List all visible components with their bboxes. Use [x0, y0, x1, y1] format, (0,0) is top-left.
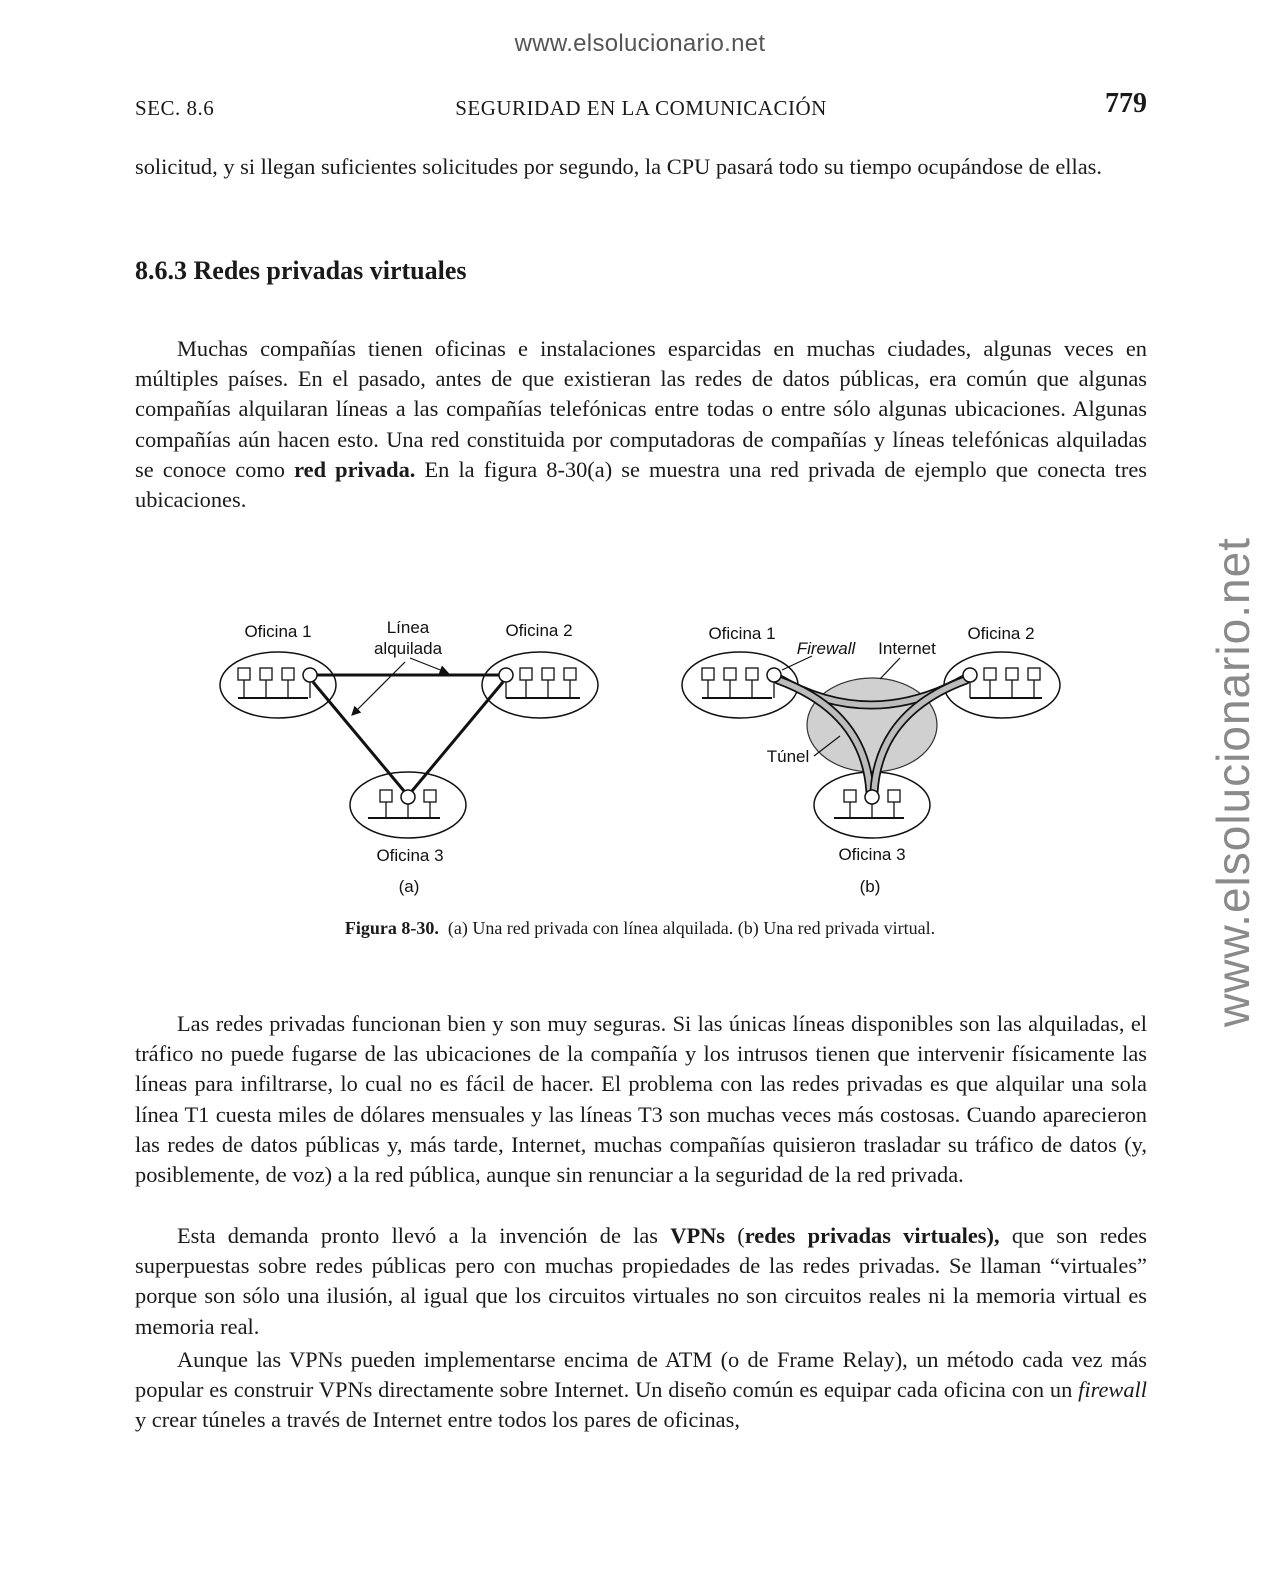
p3-paren-open: ( [725, 1223, 745, 1248]
label-part-b: (b) [859, 877, 881, 896]
page-number: 779 [1105, 88, 1147, 119]
paragraph-private-networks [135, 334, 1147, 515]
label-leased-line-1: Línea [386, 618, 430, 637]
watermark-top: www.elsolucionario.net [514, 30, 766, 57]
label-internet: Internet [878, 639, 936, 658]
p3-text-after: que son redes superpuestas sobre redes públicas pero con muchas propiedades de las redes privadas. Se llaman “virtuales” porque son sólo una ilusión, al igual que los circuitos virtuales no son circuitos reales ni la memoria virtual es memoria real. [135, 1223, 1148, 1339]
label-office1-b: Oficina 1 [708, 624, 776, 643]
running-title: SEGURIDAD EN LA COMUNICACIÓN [455, 96, 827, 120]
label-office2-a: Oficina 2 [505, 621, 573, 640]
figure-8-30 [200, 600, 1080, 920]
office-1-a [220, 652, 336, 718]
label-leased-line-2: alquilada [373, 639, 443, 658]
paragraph-vpn-definition [135, 1221, 1147, 1342]
watermark-side: www.elsolucionario.net [1207, 537, 1259, 1027]
running-head [135, 88, 1147, 124]
pointer-firewall [782, 656, 812, 670]
firewall-office1 [767, 668, 781, 682]
diagram-b [682, 624, 1060, 896]
p3-term-vpns: VPNs [670, 1223, 726, 1248]
diagram-a [220, 618, 598, 896]
p4-text-after: y crear túneles a través de Internet entre todos los pares de oficinas, [135, 1407, 740, 1433]
p3-term-redes-privadas-virtuales: redes privadas virtuales [744, 1223, 987, 1248]
p3-text-before: Esta demanda pronto llevó a la invención de las [177, 1223, 671, 1248]
office-3-a [350, 772, 466, 838]
label-office2-b: Oficina 2 [967, 624, 1035, 643]
label-office3-b: Oficina 3 [838, 845, 906, 864]
label-part-a: (a) [398, 877, 420, 896]
internet-cloud [807, 678, 937, 772]
figure-diagram [200, 600, 1080, 920]
firewall-office2 [963, 668, 977, 682]
label-office3-a: Oficina 3 [376, 846, 444, 865]
p4-text-before: Aunque las VPNs pueden implementarse encima de ATM (o de Frame Relay), un método cada vez más popular es construir VPNs directamente sobre Internet. Un diseño común es equipar cada oficina con un [135, 1347, 1147, 1403]
paragraph-vpn-over-internet [135, 1345, 1147, 1436]
caption-figure-number: Figura 8-30. [344, 918, 439, 938]
continued-paragraph: solicitud, y si llegan suficientes solicitudes por segundo, la CPU pasará todo su tiempo ocupándose de ellas. [135, 154, 1102, 179]
p1-text-before: Muchas compañías tienen oficinas e instalaciones esparcidas en muchas ciudades, algunas veces en múltiples países. En el pasado, antes de que existieran las redes de datos públicas, era común que algunas compañías alquilaran líneas a las compañías telefónicas entre todas o entre sólo algunas ubicaciones. Algunas compañías aún hacen esto. Una red constituida por computadoras de compañías y líneas telefónicas alquiladas se conoce como [135, 336, 1147, 482]
caption-text: (a) Una red privada con línea alquilada. (b) Una red privada virtual. [447, 918, 936, 938]
firewall-office3 [865, 790, 879, 804]
p4-term-firewall: firewall [1078, 1377, 1147, 1403]
label-tunnel: Túnel [766, 747, 810, 766]
leased-lines [313, 658, 503, 791]
figure-caption [0, 918, 1280, 939]
paragraph-private-networks-cost: Las redes privadas funcionan bien y son muy seguras. Si las únicas líneas disponibles son las alquiladas, el tráfico no puede fugarse de las ubicaciones de la compañía y los intrusos tienen que intervenir físicamente las líneas para infiltrarse, lo cual no es fácil de hacer. El problema con las redes privadas es que alquilar una sola línea T1 cuesta miles de dólares mensuales y las líneas T3 son muchas veces más costosas. Cuando aparecieron las redes de datos públicas y, más tarde, Internet, muchas compañías quisieron trasladar su tráfico de datos (y, posiblemente, de voz) a la red pública, aunque sin renunciar a la seguridad de la red privada. [135, 1011, 1147, 1188]
p1-term-red-privada: red privada. [294, 456, 416, 482]
pointer-internet [880, 658, 900, 679]
label-office1-a: Oficina 1 [244, 622, 312, 641]
section-heading: 8.6.3 Redes privadas virtuales [135, 256, 467, 285]
section-number: SEC. 8.6 [135, 96, 215, 120]
label-firewall: Firewall [796, 639, 856, 658]
p1-text-after: En la figura 8-30(a) se muestra una red privada de ejemplo que conecta tres ubicaciones. [135, 456, 1147, 513]
p3-paren-close: ), [986, 1223, 1000, 1248]
